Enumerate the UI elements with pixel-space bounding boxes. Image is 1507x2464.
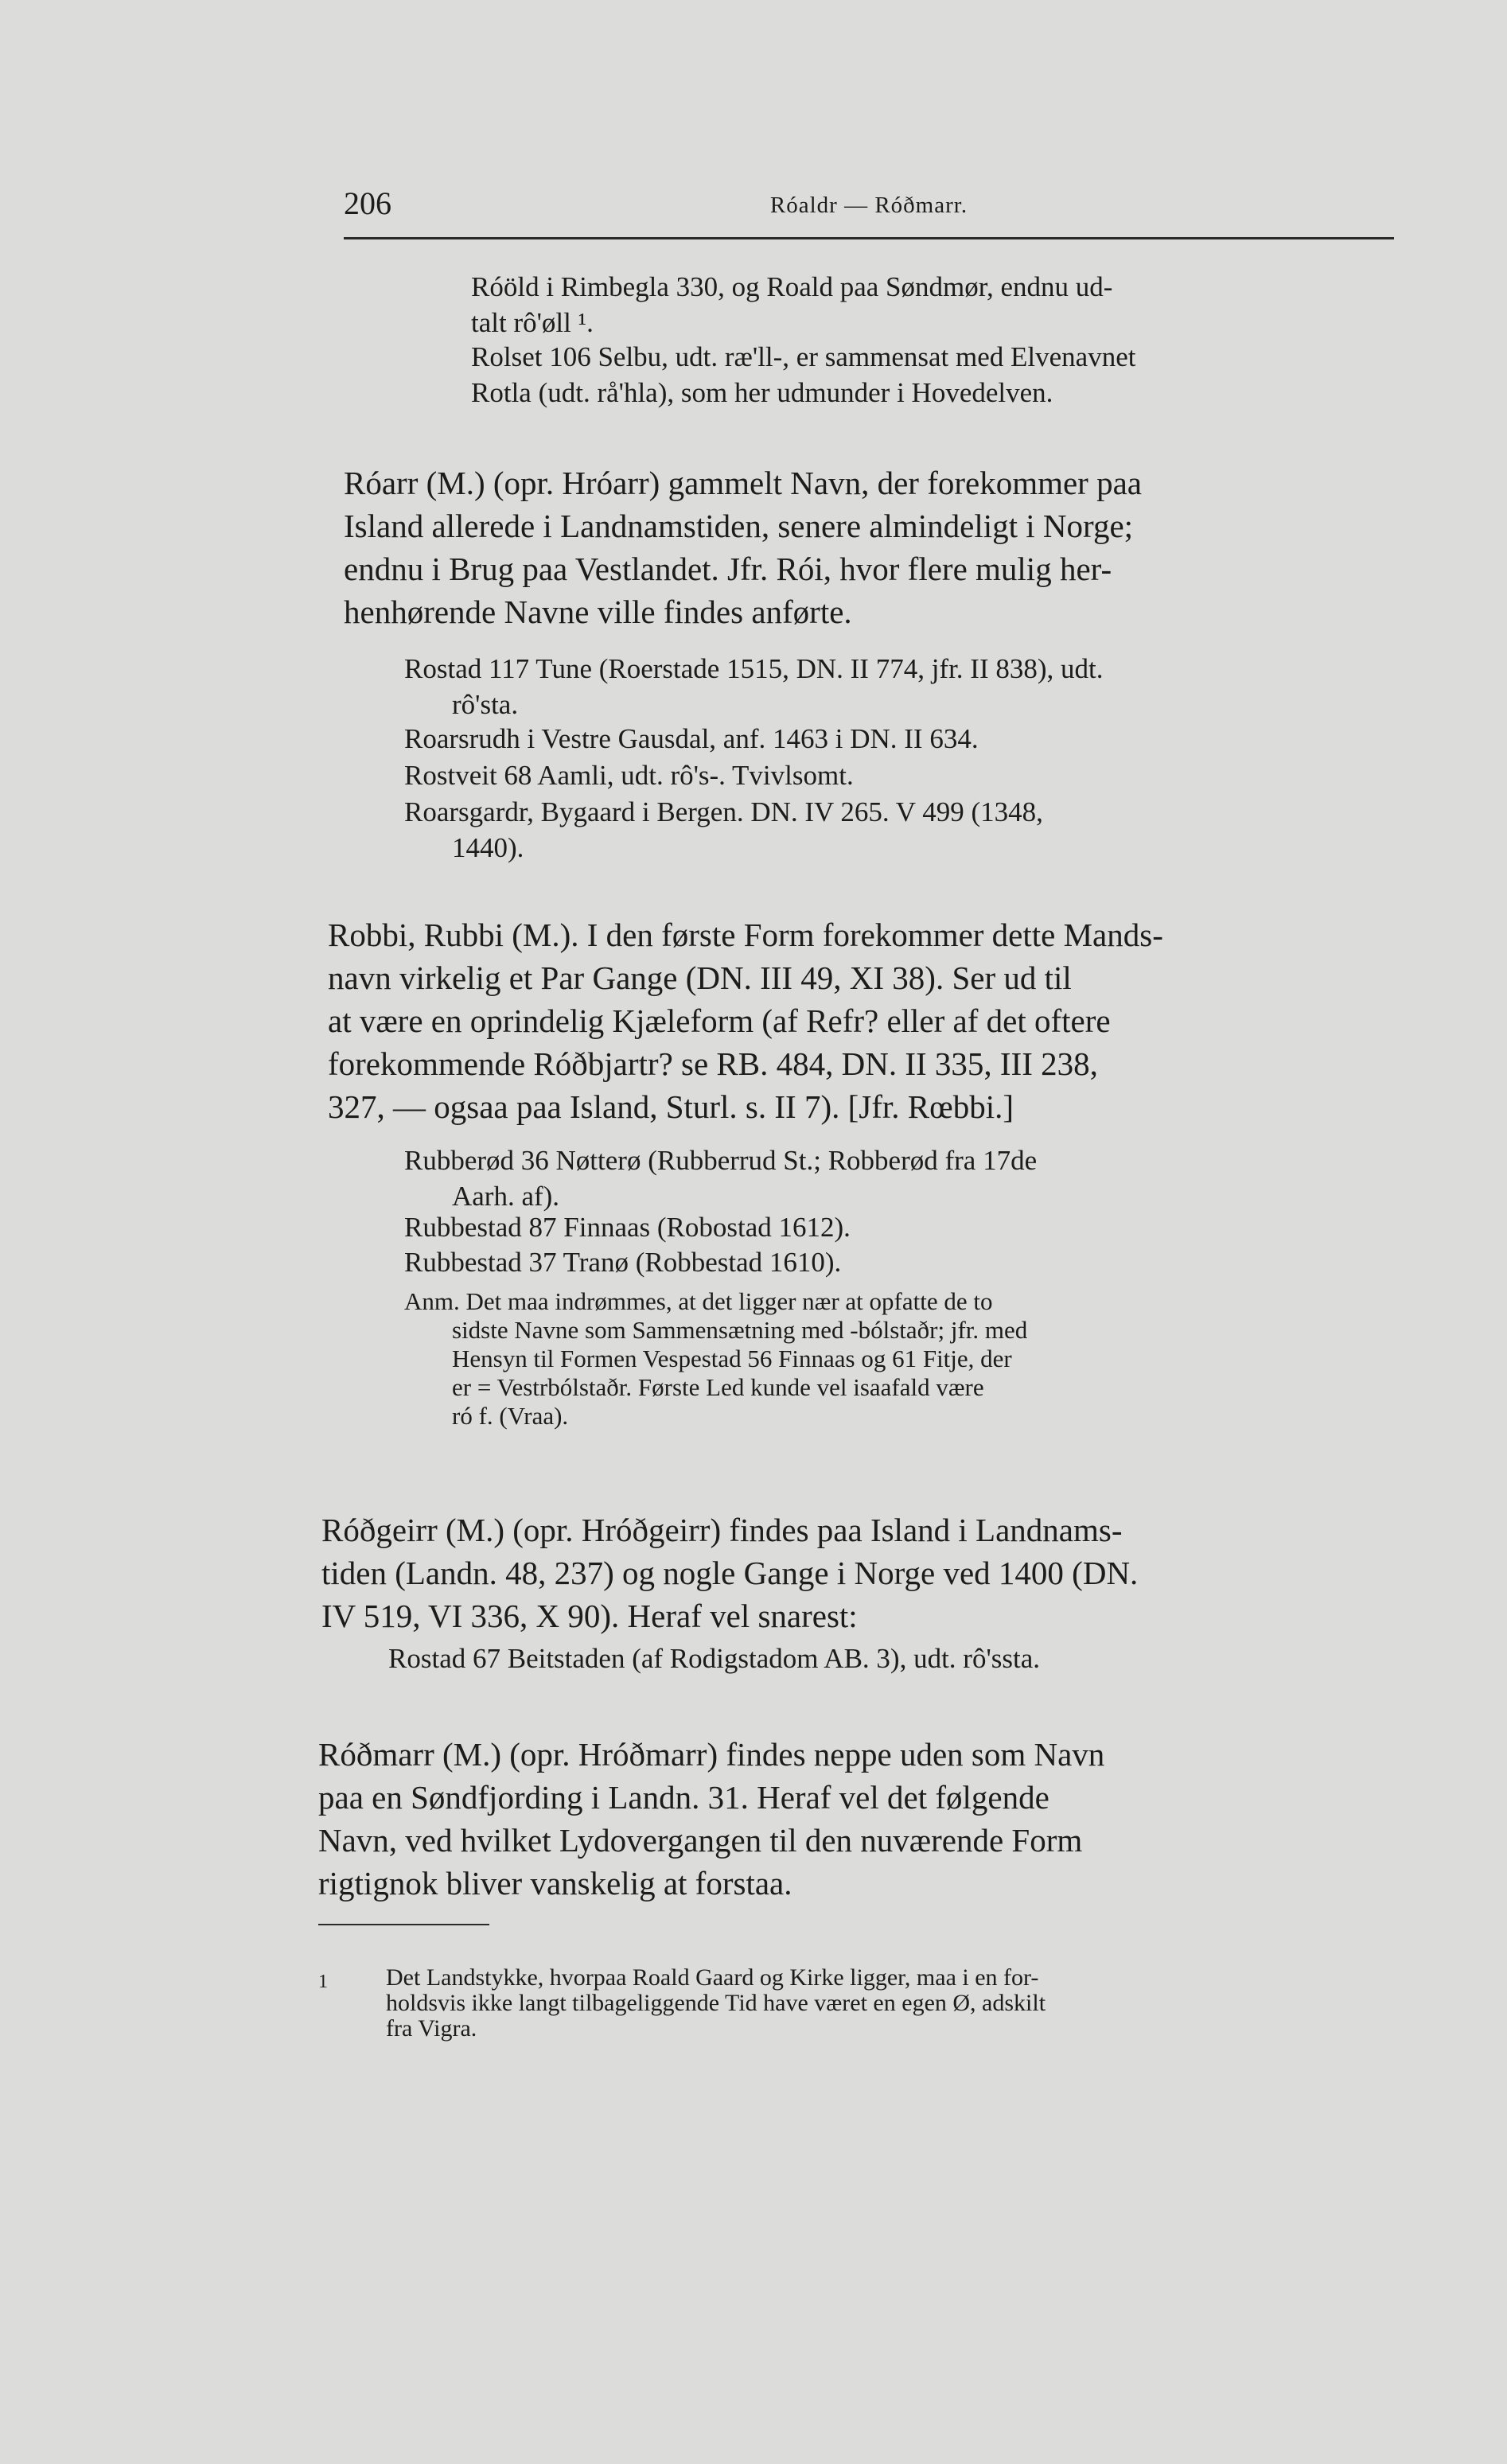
- text-line: tiden (Landn. 48, 237) og nogle Gange i Norge ved 1400 (DN.: [321, 1555, 1139, 1591]
- text-line: Island allerede i Landnamstiden, senere almindeligt i Norge;: [344, 508, 1134, 544]
- text-line: er = Vestrbólstaðr. Første Led kunde vel isaafald være: [452, 1373, 984, 1401]
- entry-roarsgardr: [404, 794, 1394, 866]
- entry-rostad-67: [388, 1641, 1394, 1676]
- text-line: Det Landstykke, hvorpaa Roald Gaard og Kirke ligger, maa i en for-: [386, 1964, 1039, 1991]
- entry-rodmarr: [318, 1733, 1394, 1905]
- header-rule: [344, 237, 1394, 239]
- text-line: sidste Navne som Sammensætning med -bólstaðr; jfr. med: [452, 1316, 1028, 1344]
- text-line: 1440).: [452, 832, 524, 863]
- entry-robbi: [328, 913, 1394, 1128]
- text-line: Rotla (udt. rå'hla), som her udmunder i Hovedelven.: [471, 377, 1053, 408]
- footnote-marker: 1: [318, 1972, 328, 1992]
- text-line: Robbi, Rubbi (M.). I den første Form forekommer dette Mands-: [328, 917, 1163, 953]
- footnote-rule: [318, 1924, 489, 1925]
- text-line: Rostad 117 Tune (Roerstade 1515, DN. II 774, jfr. II 838), udt.: [404, 653, 1104, 684]
- text-line: Rubbestad 87 Finnaas (Robostad 1612).: [404, 1212, 851, 1243]
- text-line: rigtignok bliver vanskelig at forstaa.: [318, 1865, 792, 1902]
- text-line: ró f. (Vraa).: [452, 1402, 569, 1430]
- text-line: 327, — ogsaa paa Island, Sturl. s. II 7). [Jfr. Rœbbi.]: [328, 1088, 1014, 1125]
- text-line: Anm. Det maa indrømmes, at det ligger nær at opfatte de to: [404, 1287, 993, 1315]
- annotation-note: [404, 1287, 1394, 1431]
- entry-rubberod: [404, 1142, 1394, 1214]
- entry-rubbestad-87: [404, 1209, 1394, 1245]
- footnote: [386, 1965, 1046, 2042]
- entry-rubbestad-37: [404, 1244, 1394, 1280]
- text-line: holdsvis ikke langt tilbageliggende Tid have været en egen Ø, adskilt: [386, 1990, 1046, 2016]
- text-line: Róarr (M.) (opr. Hróarr) gammelt Navn, der forekommer paa: [344, 465, 1142, 501]
- text-line: rô'sta.: [452, 689, 519, 720]
- text-line: henhørende Navne ville findes anførte.: [344, 594, 852, 630]
- entry-roold: [471, 269, 1394, 341]
- text-line: Rostveit 68 Aamli, udt. rô's-. Tvivlsomt.: [404, 760, 854, 791]
- text-line: endnu i Brug paa Vestlandet. Jfr. Rói, hvor flere mulig her-: [344, 551, 1112, 587]
- text-line: Rolset 106 Selbu, udt. ræ'll-, er sammensat med Elvenavnet: [471, 341, 1136, 372]
- entry-roarr: [344, 461, 1394, 633]
- text-line: Róöld i Rimbegla 330, og Roald paa Søndmør, endnu ud-: [471, 271, 1113, 302]
- text-line: Roarsrudh i Vestre Gausdal, anf. 1463 i DN. II 634.: [404, 723, 979, 754]
- text-line: Hensyn til Formen Vespestad 56 Finnaas og 61 Fitje, der: [452, 1345, 1012, 1372]
- text-line: Róðgeirr (M.) (opr. Hróðgeirr) findes paa Island i Landnams-: [321, 1512, 1123, 1548]
- text-line: fra Vigra.: [386, 2015, 477, 2042]
- text-line: navn virkelig et Par Gange (DN. III 49, XI 38). Ser ud til: [328, 960, 1072, 996]
- entry-rodgeirr: [321, 1508, 1394, 1637]
- page-header: [344, 185, 1394, 229]
- text-line: Róðmarr (M.) (opr. Hróðmarr) findes neppe uden som Navn: [318, 1736, 1105, 1773]
- text-line: paa en Søndfjording i Landn. 31. Heraf vel det følgende: [318, 1779, 1049, 1816]
- entry-rostad-117: [404, 651, 1394, 722]
- text-line: talt rô'øll ¹.: [471, 307, 594, 338]
- page-number: 206: [344, 185, 391, 221]
- running-title: Róaldr — Róðmarr.: [769, 193, 968, 218]
- entry-rolset: [471, 339, 1394, 411]
- text-line: Rubberød 36 Nøtterø (Rubberrud St.; Robberød fra 17de: [404, 1145, 1038, 1176]
- text-line: Rostad 67 Beitstaden (af Rodigstadom AB. 3), udt. rô'ssta.: [388, 1643, 1041, 1674]
- text-line: Aarh. af).: [452, 1181, 560, 1212]
- text-line: forekommende Róðbjartr? se RB. 484, DN. II 335, III 238,: [328, 1045, 1098, 1082]
- text-line: Rubbestad 37 Tranø (Robbestad 1610).: [404, 1247, 842, 1278]
- entry-roarsrudh: [404, 721, 1394, 757]
- entry-rostveit: [404, 757, 1394, 793]
- text-line: IV 519, VI 336, X 90). Heraf vel snarest:: [321, 1598, 858, 1634]
- text-line: at være en oprindelig Kjæleform (af Refr? eller af det oftere: [328, 1002, 1111, 1039]
- text-line: Roarsgardr, Bygaard i Bergen. DN. IV 265. V 499 (1348,: [404, 796, 1043, 827]
- text-line: Navn, ved hvilket Lydovergangen til den nuværende Form: [318, 1822, 1083, 1859]
